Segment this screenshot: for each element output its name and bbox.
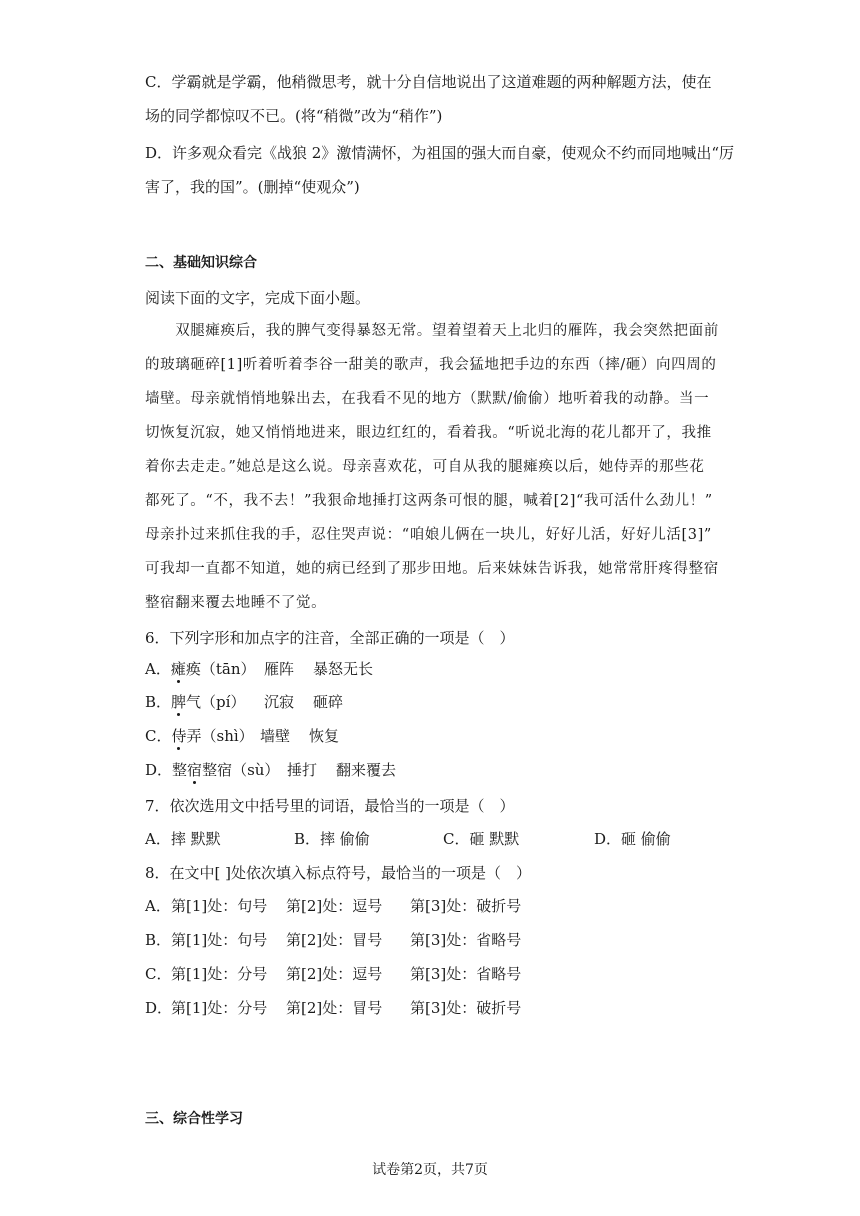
q6-a-word2: 雁阵 [264,660,295,678]
q6-a-word3: 暴怒无长 [313,660,374,678]
q6-c-word2: 墙壁 [260,727,291,745]
passage-line: 着你去走走。”她总是这么说。母亲喜欢花，可自从我的腿瘫痪以后，她侍弄的那些花 [145,459,705,475]
emphasis-dot-char: 侍 [171,727,187,745]
q6-c-word3: 恢复 [309,727,340,745]
section2-heading: 二、基础知识综合 [145,255,257,271]
q6-option-c: C．侍弄（shì） [145,727,254,745]
q5-option-c-line1: C．学霸就是学霸，他稍微思考，就十分自信地说出了这道难题的两种解题方法，使在 [145,73,712,91]
q6-d-word2: 捶打 [287,761,318,779]
q7-option-c: C．砸 默默 [443,830,520,848]
passage-line: 母亲扑过来抓住我的手，忍住哭声说：“咱娘儿俩在一块儿，好好儿活，好好儿活[3]” [145,527,712,543]
q7-option-b: B．摔 偷偷 [294,830,370,848]
passage-line: 的玻璃砸碎[1]听着听着李谷一甜美的歌声，我会猛地把手边的东西（摔/砸）向四周的 [145,357,717,373]
section2-instruction: 阅读下面的文字，完成下面小题。 [145,289,371,307]
page-footer: 试卷第2页，共7页 [372,1162,488,1178]
q7-stem: 7．依次选用文中括号里的词语，最恰当的一项是（ ） [145,797,515,815]
section3-heading: 三、综合性学习 [145,1111,243,1127]
passage-line: 切恢复沉寂，她又悄悄地进来，眼边红红的，看着我。“听说北海的花儿都开了，我推 [145,425,712,441]
passage-line: 双腿瘫痪后，我的脾气变得暴怒无常。望着望着天上北归的雁阵，我会突然把面前 [145,323,719,339]
q6-b-word2: 沉寂 [264,693,295,711]
q5-option-d-line1: D．许多观众看完《战狼 2》激情满怀，为祖国的强大而自豪，使观众不约而同地喊出“厉 [145,144,735,162]
emphasis-dot-char: 瘫 [170,660,186,678]
passage-line: 都死了。“不，我不去！”我狠命地捶打这两条可恨的腿，喊着[2]“我可活什么劲儿！” [145,493,713,509]
q6-option-d: D．整宿整宿（sù） [145,761,280,779]
q6-b-word3: 砸碎 [313,693,344,711]
q7-option-d: D．砸 偷偷 [594,830,671,848]
passage-line: 整宿翻来覆去地睡不了觉。 [145,595,327,611]
passage-line: 墙壁。母亲就悄悄地躲出去，在我看不见的地方（默默/偷偷）地听着我的动静。当一 [145,391,710,407]
q5-option-c-line2: 场的同学都惊叹不已。(将“稍微”改为“稍作”) [145,107,443,125]
emphasis-dot-char: 宿 [187,761,203,779]
q6-option-b: B．脾气（pí） [145,693,246,711]
q6-d-word3: 翻来覆去 [336,761,397,779]
q6-stem: 6．下列字形和加点字的注音，全部正确的一项是（ ） [145,629,515,647]
q8-stem: 8．在文中[ ]处依次填入标点符号，最恰当的一项是（ ） [145,864,532,882]
q7-option-a: A．摔 默默 [145,830,221,848]
q6-option-a: A．瘫痪（tān） [145,660,256,678]
q5-option-d-line2: 害了，我的国”。(删掉“使观众”) [145,178,360,196]
passage-line: 可我却一直都不知道，她的病已经到了那步田地。后来妹妹告诉我，她常常肝疼得整宿 [145,561,719,577]
emphasis-dot-char: 脾 [171,693,187,711]
